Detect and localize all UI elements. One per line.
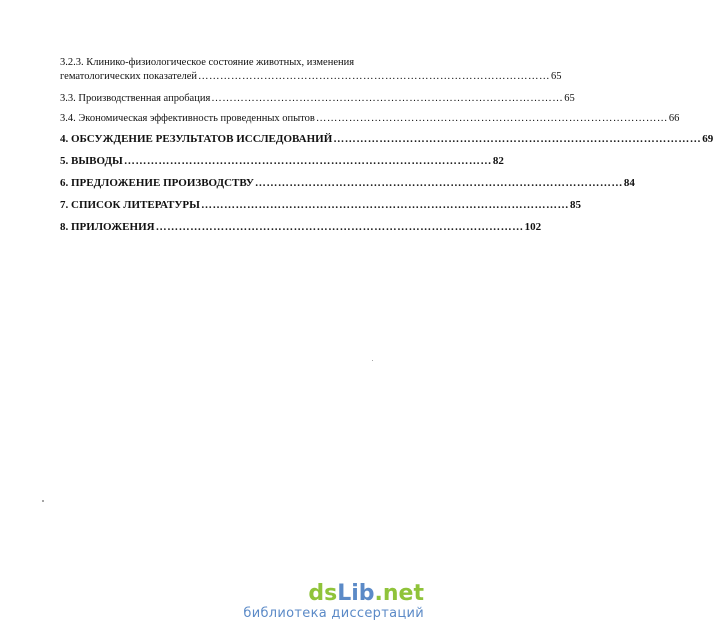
watermark-logo	[243, 582, 424, 606]
toc-entry-label: 3.3. Производственная апробация	[60, 93, 211, 104]
toc-entry-3-3	[60, 92, 575, 106]
toc-page-number: 65	[551, 71, 562, 82]
toc-entry-3-4	[60, 112, 680, 126]
toc-page-number: 84	[623, 177, 635, 189]
toc-page-number: 85	[569, 199, 581, 211]
toc-entry-3-2-3	[60, 56, 562, 84]
toc-entry-label: 3.4. Экономическая эффективность проведенных опытов	[60, 113, 315, 124]
toc-entry-label: 6. ПРЕДЛОЖЕНИЕ ПРОИЗВОДСТВУ	[60, 177, 254, 189]
toc-leader-dots: ……………………………………………………………………………………	[211, 93, 564, 104]
watermark-brand-ds: ds	[308, 581, 338, 606]
watermark-brand-net: .net	[374, 581, 424, 606]
toc-entry-5	[60, 154, 504, 168]
dslib-watermark	[243, 582, 424, 621]
scan-speck	[372, 360, 373, 361]
toc-entry-7	[60, 198, 581, 212]
toc-entry-label: 7. СПИСОК ЛИТЕРАТУРЫ	[60, 199, 200, 211]
toc-page-number: 69	[702, 133, 713, 145]
toc-leader-dots: ……………………………………………………………………………………	[198, 71, 551, 82]
toc-page-number: 102	[524, 221, 542, 233]
toc-leader-dots: ……………………………………………………………………………………	[254, 177, 623, 189]
toc-leader-dots: ……………………………………………………………………………………	[123, 155, 492, 167]
watermark-brand-lib: Lib	[337, 581, 375, 606]
toc-entry-6	[60, 176, 635, 190]
scan-speck	[42, 500, 44, 502]
toc-entry-title-line: 3.2.3. Клинико-физиологическое состояние животных, изменения	[60, 57, 355, 68]
toc-leader-dots: ……………………………………………………………………………………	[155, 221, 524, 233]
toc-entry-8	[60, 220, 542, 234]
toc-page-number: 82	[492, 155, 504, 167]
toc-entry-label: 4. ОБСУЖДЕНИЕ РЕЗУЛЬТАТОВ ИССЛЕДОВАНИЙ	[60, 133, 333, 145]
toc-entry-label: гематологических показателей	[60, 71, 198, 82]
toc-entry-label: 5. ВЫВОДЫ	[60, 155, 123, 167]
toc-leader-dots: ……………………………………………………………………………………	[333, 133, 702, 145]
toc-entry-label: 8. ПРИЛОЖЕНИЯ	[60, 221, 155, 233]
watermark-subtitle: библиотека диссертаций	[243, 606, 424, 621]
toc-page-number: 65	[564, 93, 575, 104]
toc-leader-dots: ……………………………………………………………………………………	[200, 199, 569, 211]
toc-entry-4	[60, 132, 713, 146]
toc-leader-dots: ……………………………………………………………………………………	[315, 113, 668, 124]
toc-page-number: 66	[668, 113, 680, 124]
